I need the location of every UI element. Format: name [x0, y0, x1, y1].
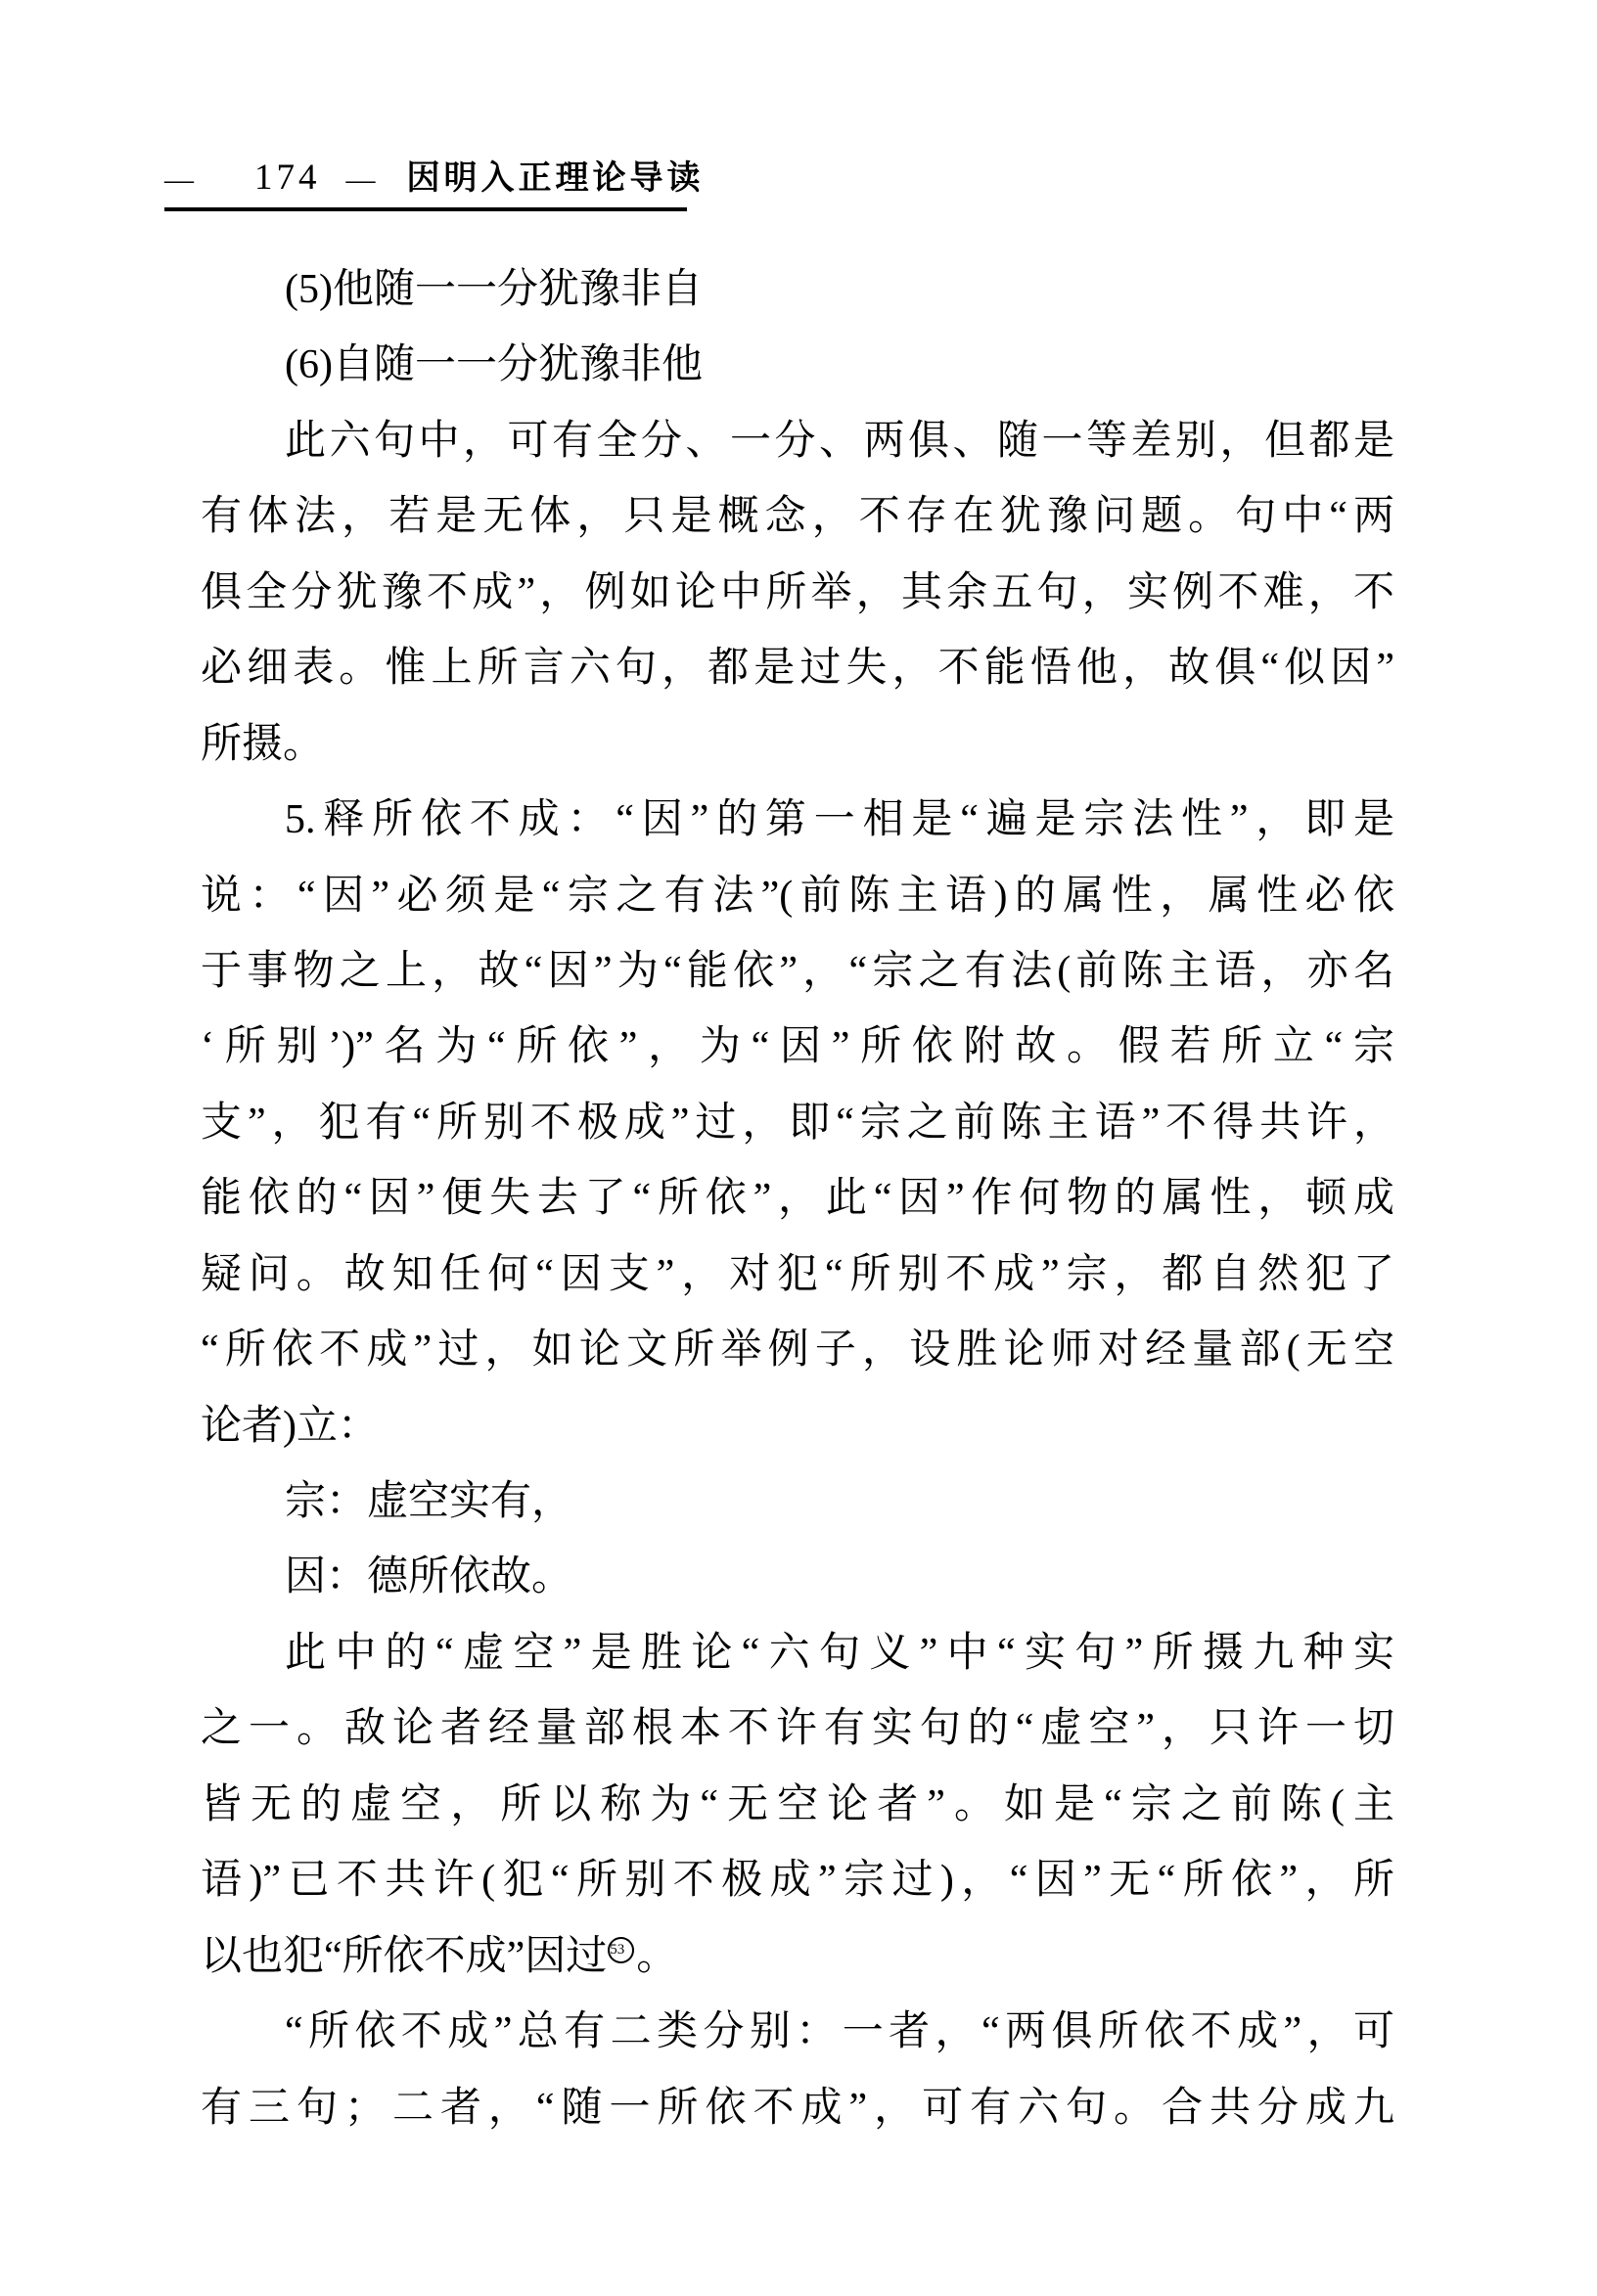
text-line: 说：“因”必须是“宗之有法”(前陈主语)的属性，属性必依 [201, 873, 1394, 919]
text-line: 必细表。惟上所言六句，都是过失，不能悟他，故俱“似因” [201, 646, 1394, 692]
text-line: 此六句中，可有全分、一分、两俱、随一等差别，但都是 [285, 418, 1394, 464]
text-line: (6)自随一一分犹豫非他 [285, 342, 703, 388]
text-line: 有体法，若是无体，只是概念，不存在犹豫问题。句中“两 [201, 494, 1394, 540]
text-line: “所依不成”过，如论文所举例子，设胜论师对经量部(无空 [201, 1328, 1394, 1373]
text-line: (5)他随一一分犹豫非自 [285, 267, 703, 312]
line-text: 以也犯“所依不成”因过 [201, 1933, 608, 1979]
text-line: 俱全分犹豫不成”，例如论中所举，其余五句，实例不难，不 [201, 569, 1394, 615]
text-line: 因：德所依故。 [285, 1554, 573, 1600]
text-line: 宗：虚空实有， [285, 1479, 573, 1524]
book-title: 因明入正理论导读 [406, 160, 705, 197]
text-line: ‘所别’)”名为“所依”，为“因”所依附故。假若所立“宗 [201, 1024, 1394, 1070]
text-line: 论者)立： [201, 1403, 379, 1449]
text-line: 有三句；二者，“随一所依不成”，可有六句。合共分成九 [201, 2085, 1394, 2131]
text-line: 疑问。故知任何“因支”，对犯“所别不成”宗，都自然犯了 [201, 1251, 1394, 1297]
text-line: 能依的“因”便失去了“所依”，此“因”作何物的属性，顿成 [201, 1176, 1394, 1222]
page-body [201, 252, 1394, 2146]
text-line: 于事物之上，故“因”为“能依”，“宗之有法(前陈主语，亦名 [201, 948, 1394, 994]
header-dash-right: — [345, 163, 376, 196]
page-header [164, 151, 705, 211]
text-line: 语)”已不共许(犯“所别不极成”宗过)，“因”无“所依”，所 [201, 1858, 1394, 1904]
text-line: 所摄。 [201, 721, 325, 767]
footnote-ref: 53 [608, 1937, 634, 1963]
line-text: 。 [636, 1933, 678, 1979]
text-line: 皆无的虚空，所以称为“无空论者”。如是“宗之前陈(主 [201, 1781, 1394, 1827]
text-line: 支”，犯有“所别不极成”过，即“宗之前陈主语”不得共许， [201, 1100, 1394, 1146]
text-line: 5.释所依不成：“因”的第一相是“遍是宗法性”，即是 [285, 797, 1394, 843]
text-line: 之一。敌论者经量部根本不许有实句的“虚空”，只许一切 [201, 1706, 1394, 1752]
page-number: 174 [254, 158, 321, 198]
text-line: “所依不成”总有二类分别：一者，“两俱所依不成”，可 [285, 2009, 1394, 2055]
text-line [201, 1919, 1394, 1995]
header-dash-left: — [164, 163, 194, 196]
text-line: 此中的“虚空”是胜论“六句义”中“实句”所摄九种实 [285, 1630, 1394, 1676]
